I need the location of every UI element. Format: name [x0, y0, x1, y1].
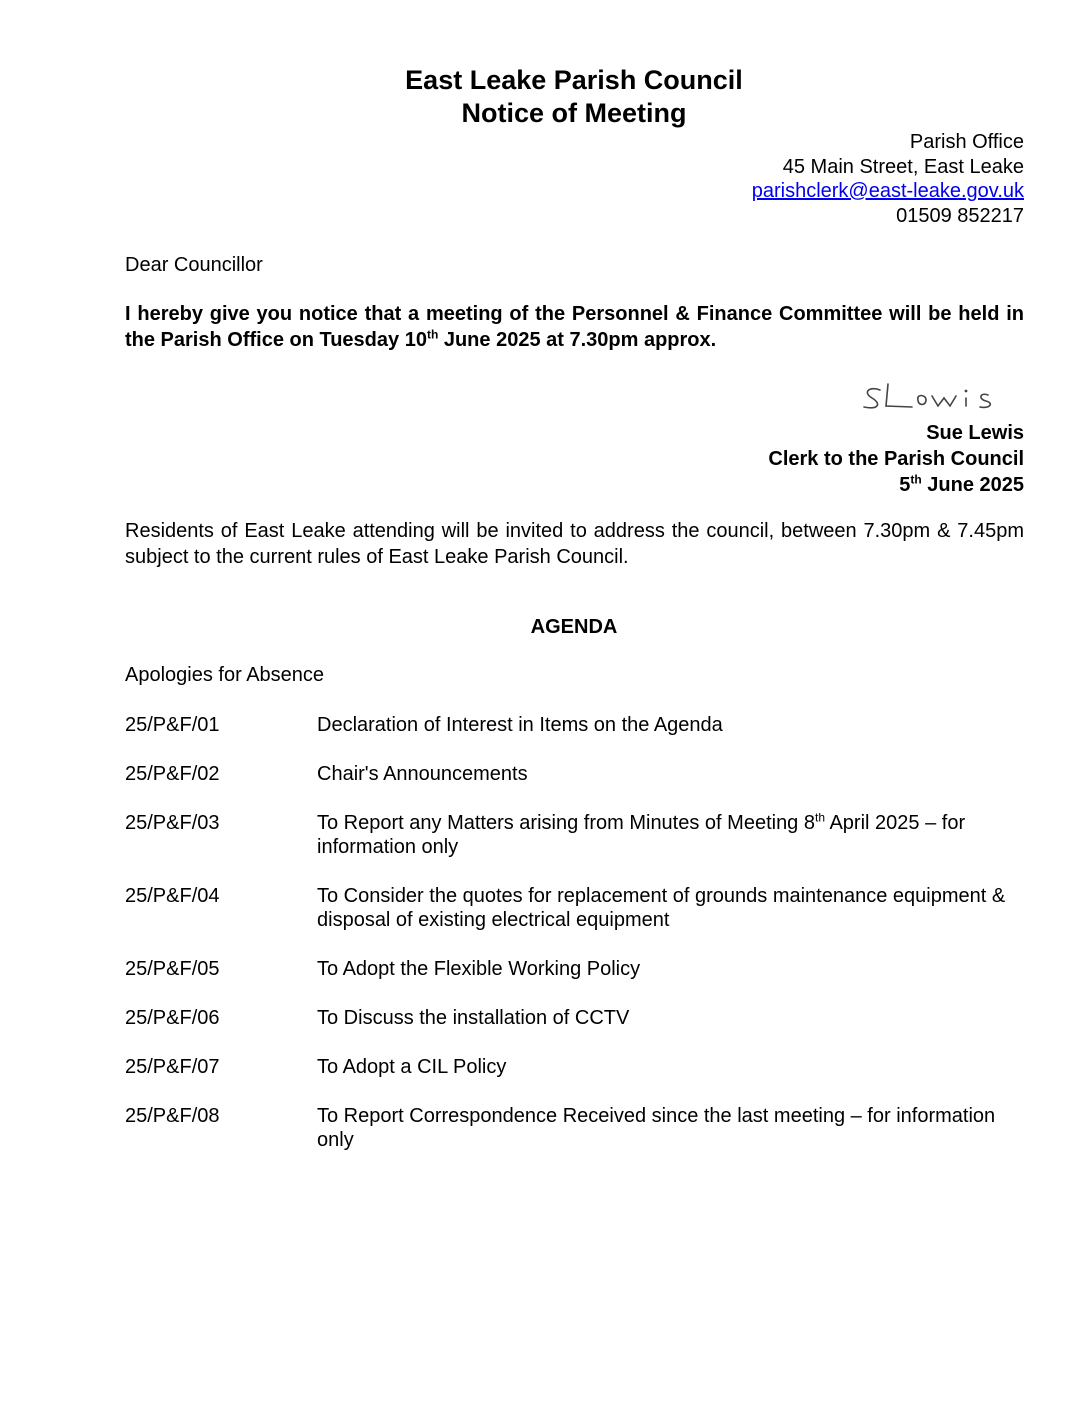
- meeting-notice: [125, 301, 1024, 353]
- salutation: Dear Councillor: [125, 254, 263, 276]
- agenda-item-text: [317, 811, 1024, 859]
- clerk-signature: [856, 376, 1016, 416]
- agenda-item-text: To Adopt a CIL Policy: [317, 1056, 507, 1078]
- agenda-item-ref: 25/P&F/05: [125, 958, 220, 980]
- agenda-item-text: Chair's Announcements: [317, 763, 528, 785]
- agenda-item-text: To Discuss the installation of CCTV: [317, 1007, 630, 1029]
- agenda-item-ref: 25/P&F/07: [125, 1056, 220, 1078]
- office-address: [752, 130, 1024, 228]
- agenda-item-date-suffix: th: [815, 810, 826, 825]
- clerk-name: Sue Lewis: [926, 422, 1024, 444]
- agenda-item-text: To Report Correspondence Received since the last meeting – for information only: [317, 1105, 996, 1151]
- agenda-heading: AGENDA: [530, 616, 618, 638]
- notice-date-suffix: th: [426, 327, 439, 342]
- signoff-date-rest: June 2025: [921, 474, 1024, 496]
- email-link[interactable]: parishclerk@east-leake.gov.uk: [751, 180, 1024, 202]
- agenda-item-ref: 25/P&F/03: [125, 812, 220, 834]
- agenda-item: [125, 1006, 1024, 1030]
- agenda-list: [125, 713, 1024, 1177]
- agenda-item: [125, 884, 1024, 932]
- agenda-item: [125, 713, 1024, 737]
- signoff-date-suffix: th: [910, 472, 922, 487]
- phone-number: 01509 852217: [896, 204, 1024, 227]
- signoff-date: [768, 472, 1024, 498]
- agenda-item: [125, 1104, 1024, 1152]
- agenda-item-text-end: April 2025 – for information only: [317, 812, 966, 858]
- residents-paragraph: Residents of East Leake attending will be invited to address the council, between 7.30pm & 7.45pm subject to the current rules of East Leake Parish Council.: [125, 520, 1024, 568]
- agenda-item-ref: 25/P&F/08: [125, 1105, 220, 1127]
- agenda-item: [125, 762, 1024, 786]
- apologies-line: Apologies for Absence: [125, 664, 325, 686]
- notice-text: I hereby give you notice that a meeting of the Personnel & Finance Committee will be held in the Parish Office on Tuesday 10: [125, 303, 1024, 351]
- agenda-item: [125, 957, 1024, 981]
- council-name: East Leake Parish Council: [405, 65, 743, 95]
- agenda-item-text: To Consider the quotes for replacement of grounds maintenance equipment & disposal of existing electrical equipment: [317, 885, 1006, 931]
- agenda-item: [125, 1055, 1024, 1079]
- notice-text-end: June 2025 at 7.30pm approx.: [438, 329, 717, 351]
- document-title: [0, 64, 1088, 130]
- signoff-block: [768, 420, 1024, 498]
- agenda-item-ref: 25/P&F/01: [125, 714, 220, 736]
- agenda-item-text: Declaration of Interest in Items on the Agenda: [317, 714, 723, 736]
- agenda-item: [125, 811, 1024, 859]
- agenda-item-ref: 25/P&F/02: [125, 763, 220, 785]
- address-line-1: Parish Office: [909, 131, 1024, 153]
- notice-title: Notice of Meeting: [461, 98, 687, 128]
- address-line-2: 45 Main Street, East Leake: [782, 155, 1024, 178]
- signoff-date-day: 5: [899, 474, 911, 496]
- agenda-item-text-start: To Report any Matters arising from Minutes of Meeting 8: [317, 812, 815, 834]
- agenda-item-text: To Adopt the Flexible Working Policy: [317, 958, 641, 980]
- agenda-item-ref: 25/P&F/06: [125, 1007, 220, 1029]
- clerk-role: Clerk to the Parish Council: [768, 448, 1024, 470]
- agenda-item-ref: 25/P&F/04: [125, 885, 220, 907]
